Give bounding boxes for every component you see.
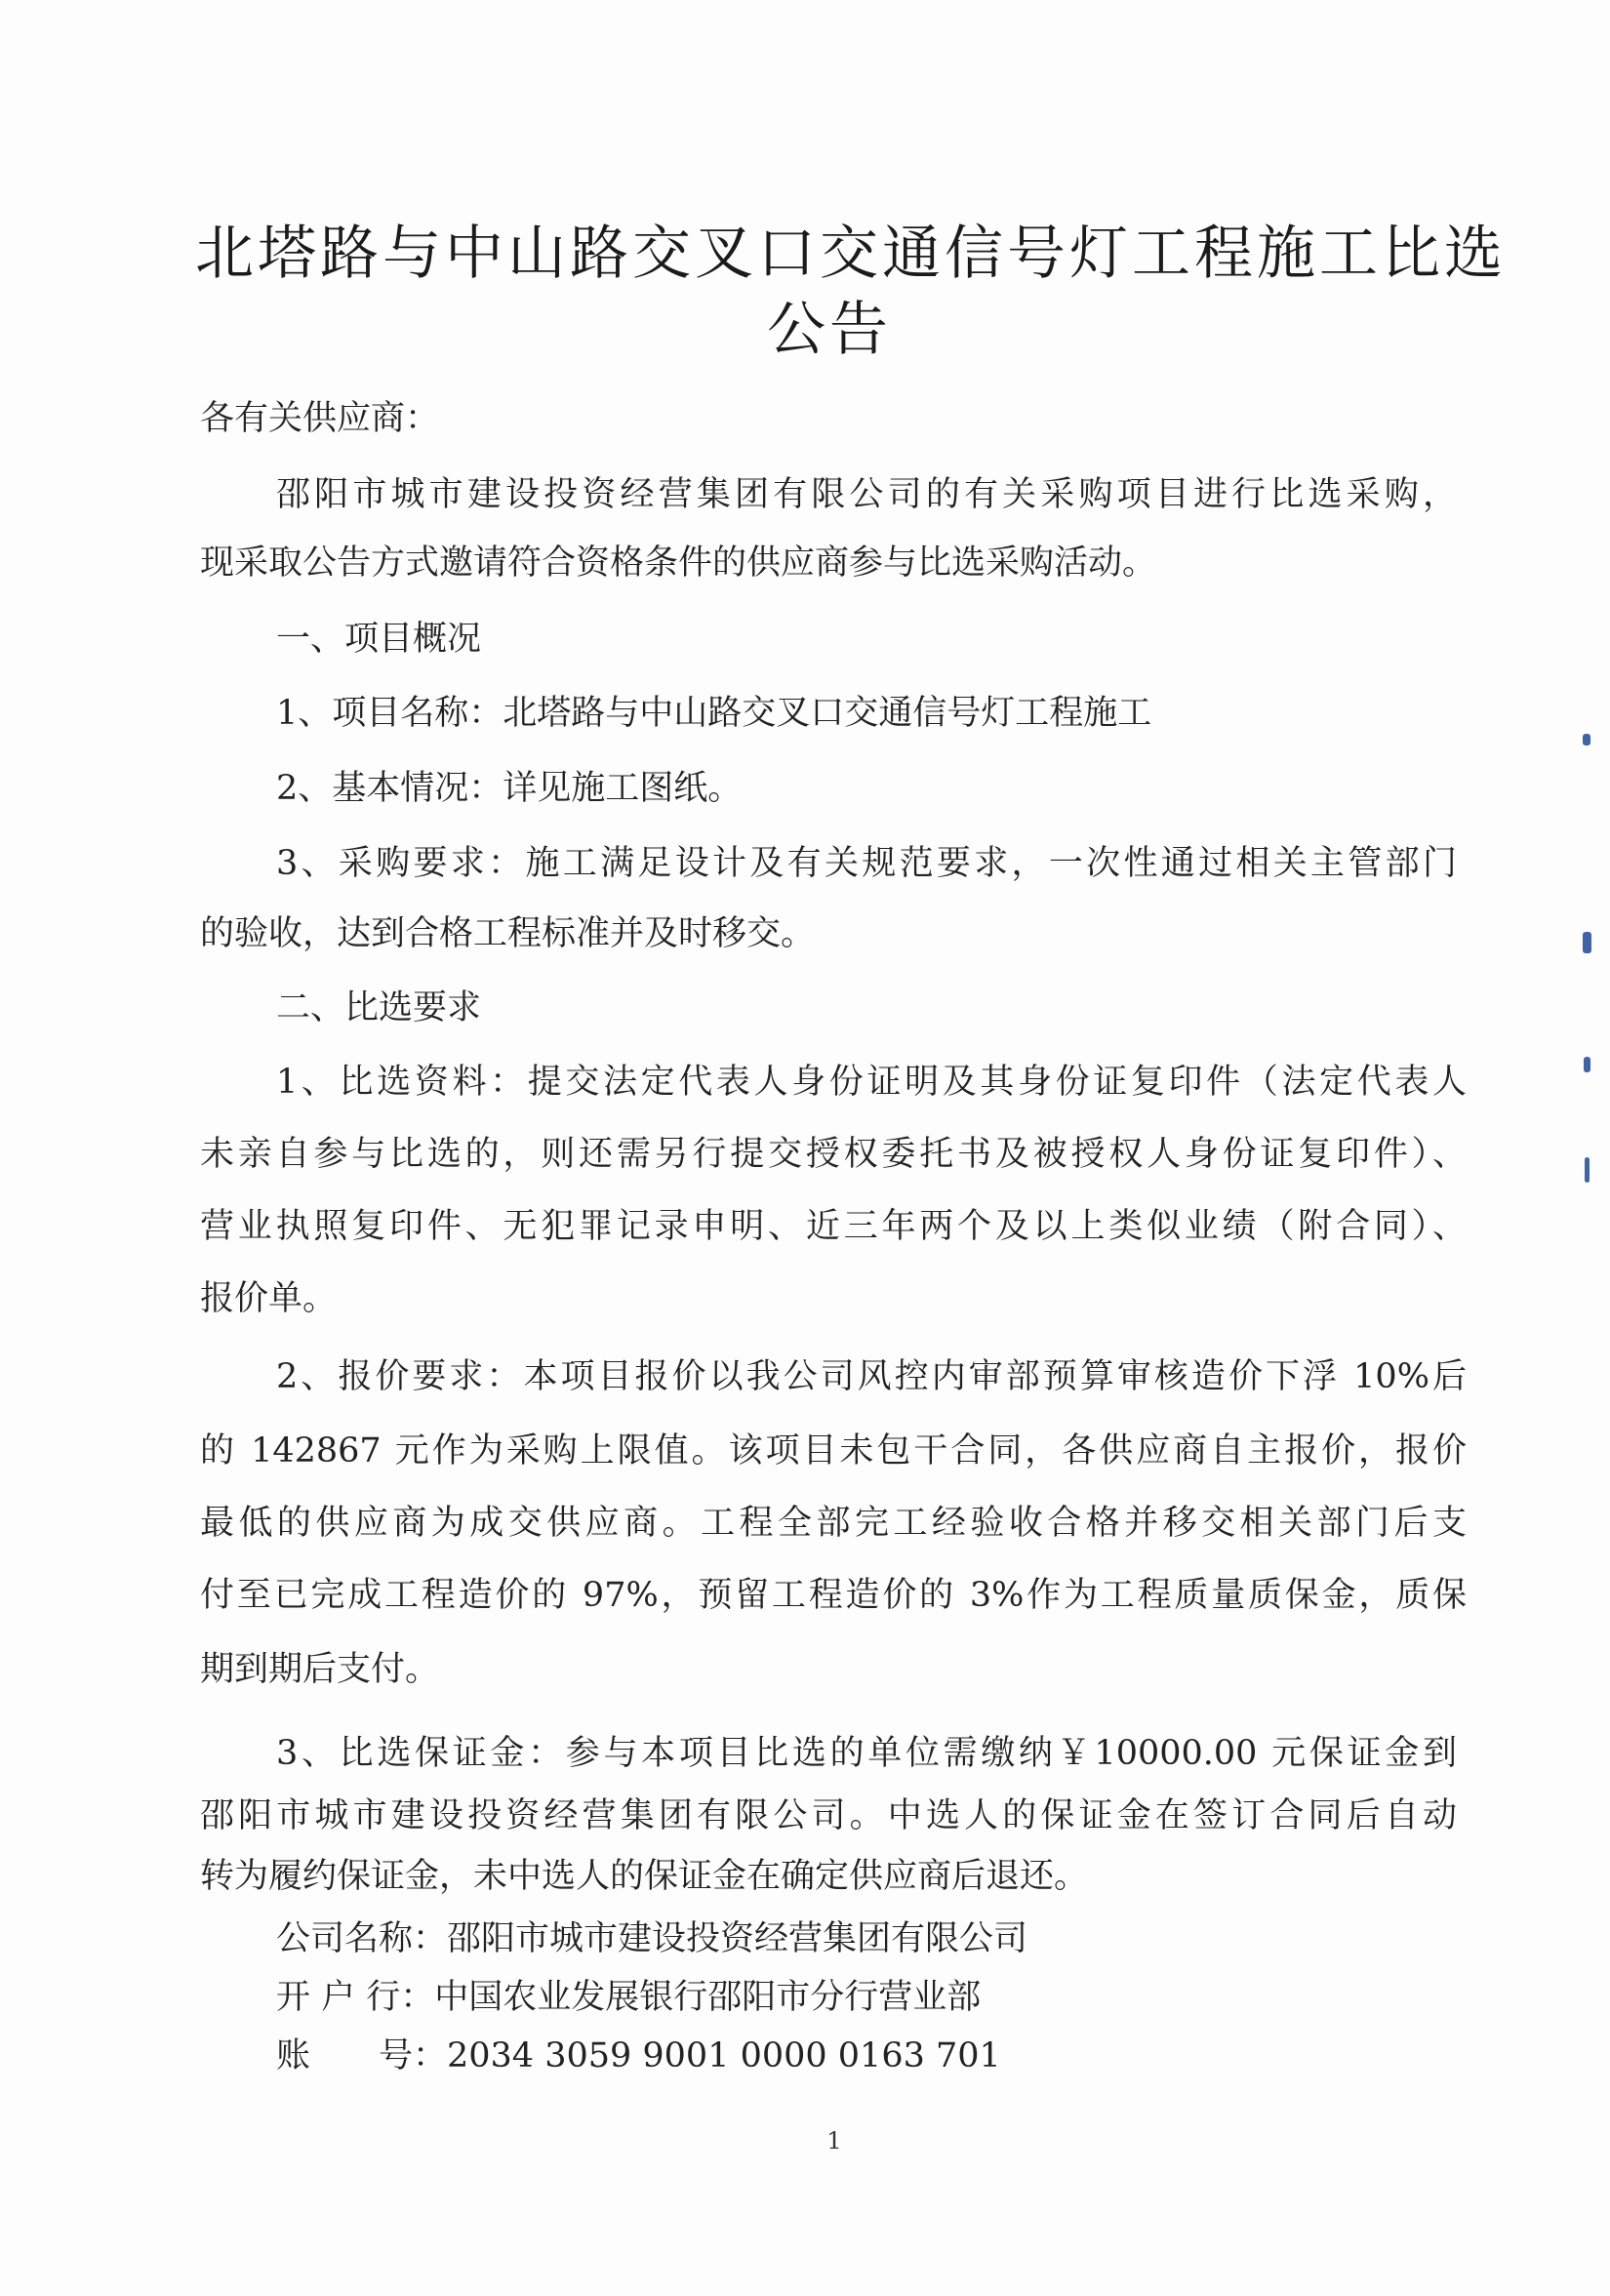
section-2-item-2-line-1: 2、报价要求：本项目报价以我公司风控内审部预算审核造价下浮 10%后 — [276, 1357, 1467, 1396]
page-number: 1 — [826, 2127, 842, 2155]
account-number: 账 号：2034 3059 9001 0000 0163 701 — [276, 2036, 1001, 2075]
edge-mark-3 — [1584, 1057, 1590, 1072]
section-2-item-2-line-4: 付至已完成工程造价的 97%，预留工程造价的 3%作为工程质量质保金，质保 — [200, 1576, 1467, 1615]
section-1-item-2: 2、基本情况：详见施工图纸。 — [276, 769, 743, 808]
account-bank: 开 户 行：中国农业发展银行邵阳市分行营业部 — [276, 1978, 982, 2017]
account-company-name: 公司名称：邵阳市城市建设投资经营集团有限公司 — [276, 1919, 1028, 1958]
section-2-heading: 二、比选要求 — [276, 988, 482, 1027]
section-1-item-3-line-1: 3、采购要求：施工满足设计及有关规范要求，一次性通过相关主管部门 — [276, 844, 1457, 883]
section-2-item-1-line-1: 1、比选资料：提交法定代表人身份证明及其身份证复印件（法定代表人 — [276, 1063, 1467, 1102]
section-1-heading: 一、项目概况 — [276, 620, 482, 659]
intro-line-2: 现采取公告方式邀请符合资格条件的供应商参与比选采购活动。 — [200, 544, 1157, 583]
section-2-item-2-line-3: 最低的供应商为成交供应商。工程全部完工经验收合格并移交相关部门后支 — [200, 1504, 1467, 1543]
section-2-item-2-line-5: 期到期后支付。 — [200, 1650, 440, 1689]
section-2-item-1-line-3: 营业执照复印件、无犯罪记录申明、近三年两个及以上类似业绩（附合同）、 — [200, 1207, 1467, 1246]
section-2-item-1-line-2: 未亲自参与比选的，则还需另行提交授权委托书及被授权人身份证复印件）、 — [200, 1135, 1467, 1174]
section-2-item-3-line-3: 转为履约保证金，未中选人的保证金在确定供应商后退还。 — [200, 1857, 1089, 1896]
document-title-line1: 北塔路与中山路交叉口交通信号灯工程施工比选 — [195, 220, 1507, 288]
intro-line-1: 邵阳市城市建设投资经营集团有限公司的有关采购项目进行比选采购， — [276, 475, 1457, 514]
edge-mark-2 — [1583, 932, 1591, 953]
edge-mark-4 — [1585, 1157, 1590, 1183]
section-1-item-3-line-2: 的验收，达到合格工程标准并及时移交。 — [200, 914, 816, 953]
document-title-line2: 公告 — [767, 296, 892, 364]
edge-mark-1 — [1583, 734, 1590, 745]
section-2-item-3-line-2: 邵阳市城市建设投资经营集团有限公司。中选人的保证金在签订合同后自动 — [200, 1796, 1457, 1835]
section-2-item-1-line-4: 报价单。 — [200, 1279, 338, 1318]
section-1-item-1: 1、项目名称：北塔路与中山路交叉口交通信号灯工程施工 — [276, 694, 1152, 733]
salutation: 各有关供应商： — [200, 399, 440, 438]
section-2-item-2-line-2: 的 142867 元作为采购上限值。该项目未包干合同，各供应商自主报价，报价 — [200, 1431, 1467, 1470]
section-2-item-3-line-1: 3、比选保证金：参与本项目比选的单位需缴纳￥10000.00 元保证金到 — [276, 1734, 1457, 1773]
